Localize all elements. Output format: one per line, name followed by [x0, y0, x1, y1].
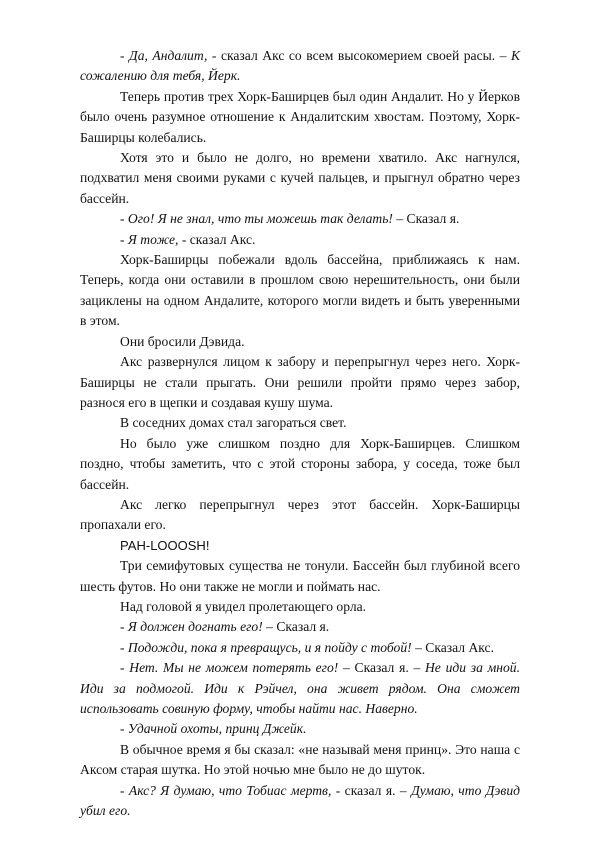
dialogue-speech: - Да, Андалит, -: [120, 48, 217, 63]
paragraph: [80, 740, 520, 781]
paragraph: [80, 495, 520, 536]
dialogue-speech: - Удачной охоты, принц Джейк.: [120, 721, 307, 737]
narration: В соседних домах стал загораться свет.: [120, 415, 347, 431]
paragraph: [80, 352, 520, 413]
paragraph: [80, 556, 520, 597]
paragraph: [80, 230, 520, 250]
paragraph: [80, 46, 520, 87]
dialogue-speech: - Я должен догнать его!: [120, 619, 263, 635]
dialogue-speech: - Ого! Я не знал, что ты можешь так делать!: [120, 211, 393, 227]
narration: Хорк-Баширцы побежали вдоль бассейна, приближаясь к нам. Теперь, когда они оставили в прошлом свою нерешительность, они были зациклены на одном Андалите, которого могли видеть и быть уверенными в этом.: [80, 252, 520, 329]
narration: – Сказал я.: [262, 619, 330, 635]
narration: Акс развернулся лицом к забору и перепрыгнул через него. Хорк-Баширцы не стали прыгать. Они решили пройти прямо через забор, разнося его в щепки и создавая кушу шума.: [80, 354, 520, 410]
narration: – Сказал я. –: [338, 660, 425, 676]
dialogue-speech: К сожалению для тебя, Йерк.: [80, 48, 521, 84]
paragraph: [80, 87, 520, 148]
dialogue-speech: Думаю, что Дэвид убил его.: [80, 782, 520, 819]
paragraph: [80, 250, 520, 332]
body-text: [80, 46, 520, 821]
dialogue-speech: - Я тоже,: [120, 231, 179, 247]
paragraph: [80, 434, 520, 495]
paragraph: [80, 148, 520, 209]
narration: - сказал Акс.: [178, 231, 256, 247]
paragraph: [80, 658, 520, 719]
narration: – Сказал я.: [392, 211, 460, 227]
narration: Хотя это и было не долго, но времени хватило. Акс нагнулся, подхватил меня своими руками с кучей пальцев, и прыгнул обратно через бассейн.: [80, 150, 520, 206]
paragraph: [80, 617, 520, 637]
paragraph: [80, 597, 520, 617]
dialogue-speech: - Подожди, пока я превращусь, и я пойду с тобой!: [120, 639, 412, 655]
dialogue-speech: - Акс? Я думаю, что Тобиас мертв,: [120, 782, 332, 798]
narration: сказал Акс со всем высокомерием своей расы. –: [216, 48, 511, 63]
sound-effect: РАН-LOOOSH!: [120, 537, 210, 553]
narration: Они бросили Дэвида.: [120, 333, 245, 349]
narration: Три семифутовых существа не тонули. Бассейн был глубиной всего шесть футов. Но они также не могли и поймать нас.: [80, 558, 520, 594]
narration: – Сказал Акс.: [411, 639, 494, 655]
paragraph: [80, 536, 520, 556]
paragraph: [80, 332, 520, 352]
paragraph: [80, 719, 520, 739]
narration: Теперь против трех Хорк-Баширцев был один Андалит. Но у Йерков было очень разумное отношение к Андалитским хвостам. Поэтому, Хорк-Баширцы колебались.: [80, 88, 520, 145]
paragraph: [80, 781, 520, 822]
narration: - сказал я. –: [331, 782, 412, 798]
dialogue-speech: - Нет. Мы не можем потерять его!: [120, 660, 339, 676]
narration: Акс легко перепрыгнул через этот бассейн. Хорк-Баширцы пропахали его.: [80, 496, 520, 533]
narration: Над головой я увидел пролетающего орла.: [120, 598, 367, 614]
paragraph: [80, 638, 520, 658]
narration: Но было уже слишком поздно для Хорк-Баширцев. Слишком поздно, чтобы заметить, что с этой стороны забора, у соседа, тоже был бассейн.: [80, 435, 520, 492]
paragraph: [80, 413, 520, 433]
paragraph: [80, 209, 520, 229]
narration: В обычное время я бы сказал: «не называй меня принц». Это наша с Аксом старая шутка. Но этой ночью мне было не до шуток.: [80, 741, 520, 778]
dialogue-speech: Не иди за мной. Иди за подмогой. Иди к Рэйчел, она живет рядом. Она сможет использовать совиную форму, чтобы найти нас. Наверно.: [80, 660, 521, 716]
